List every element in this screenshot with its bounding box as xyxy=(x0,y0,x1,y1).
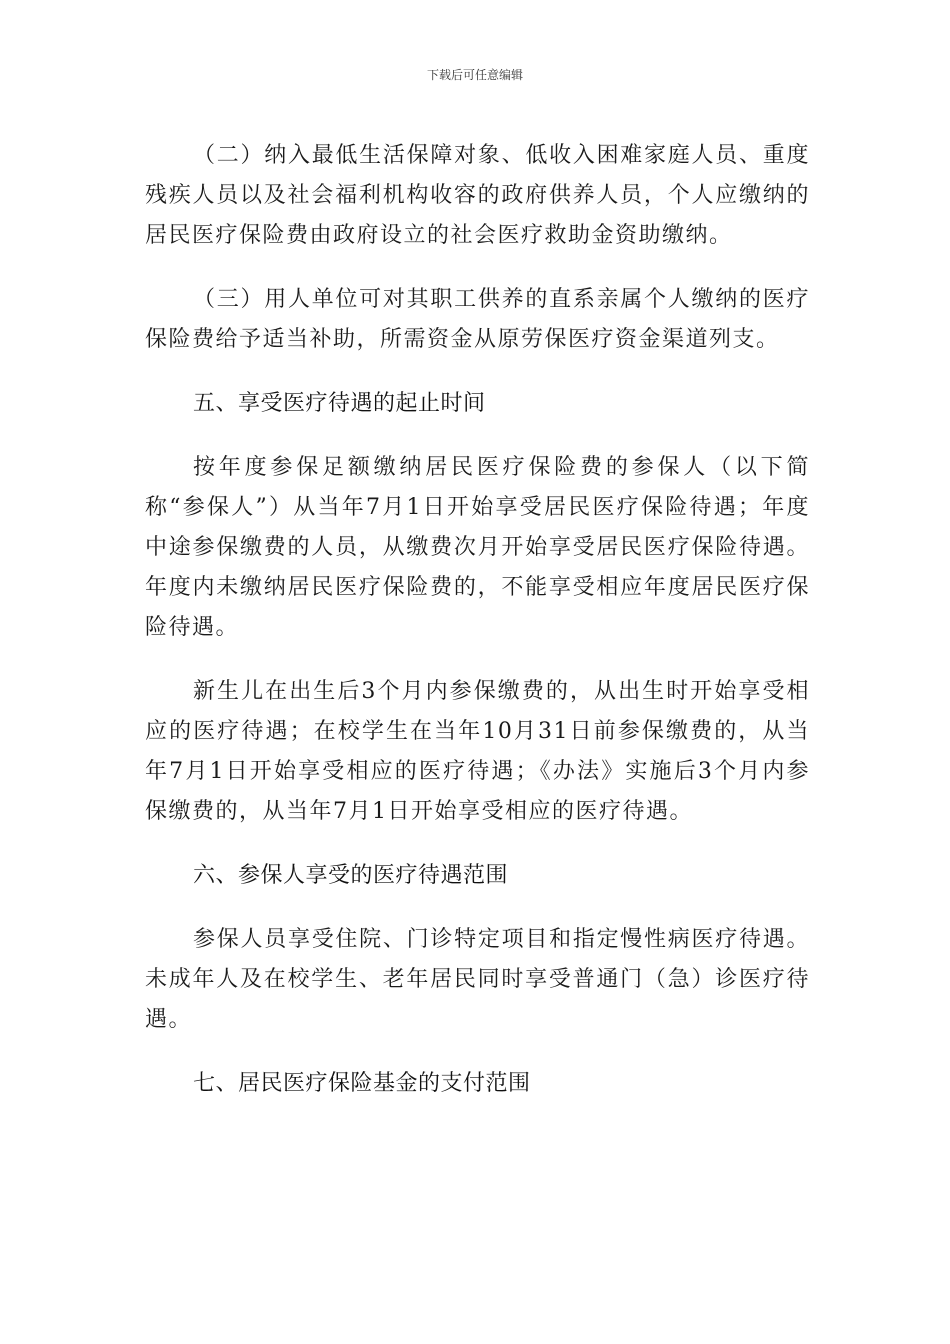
document-body xyxy=(145,136,810,1128)
section-heading-5: 五、享受医疗待遇的起止时间 xyxy=(193,391,486,416)
paragraph-item-2: （二）纳入最低生活保障对象、低收入困难家庭人员、重度残疾人员以及社会福利机构收容的政府供养人员，个人应缴纳的居民医疗保险费由政府设立的社会医疗救助金资助缴纳。 xyxy=(145,143,810,248)
paragraph-benefit-scope: 参保人员享受住院、门诊特定项目和指定慢性病医疗待遇。未成年人及在校学生、老年居民同时享受普通门（急）诊医疗待遇。 xyxy=(145,927,810,1032)
section-heading-6: 六、参保人享受的医疗待遇范围 xyxy=(193,863,509,888)
section-heading-7: 七、居民医疗保险基金的支付范围 xyxy=(193,1071,531,1096)
page-header: 下载后可任意编辑 xyxy=(426,68,523,82)
paragraph-coverage-start: 按年度参保足额缴纳居民医疗保险费的参保人（以下简称“参保人”）从当年7月1日开始享受居民医疗保险待遇；年度中途参保缴费的人员，从缴费次月开始享受居民医疗保险待遇。年度内未缴纳居民医疗保险费的，不能享受相应年度居民医疗保险待遇。 xyxy=(145,455,810,640)
paragraph-item-3: （三）用人单位可对其职工供养的直系亲属个人缴纳的医疗保险费给予适当补助，所需资金从原劳保医疗资金渠道列支。 xyxy=(145,287,810,352)
paragraph-newborn-students: 新生儿在出生后3个月内参保缴费的，从出生时开始享受相应的医疗待遇；在校学生在当年10月31日前参保缴费的，从当年7月1日开始享受相应的医疗待遇；《办法》实施后3个月内参保缴费的，从当年7月1日开始享受相应的医疗待遇。 xyxy=(145,679,810,824)
